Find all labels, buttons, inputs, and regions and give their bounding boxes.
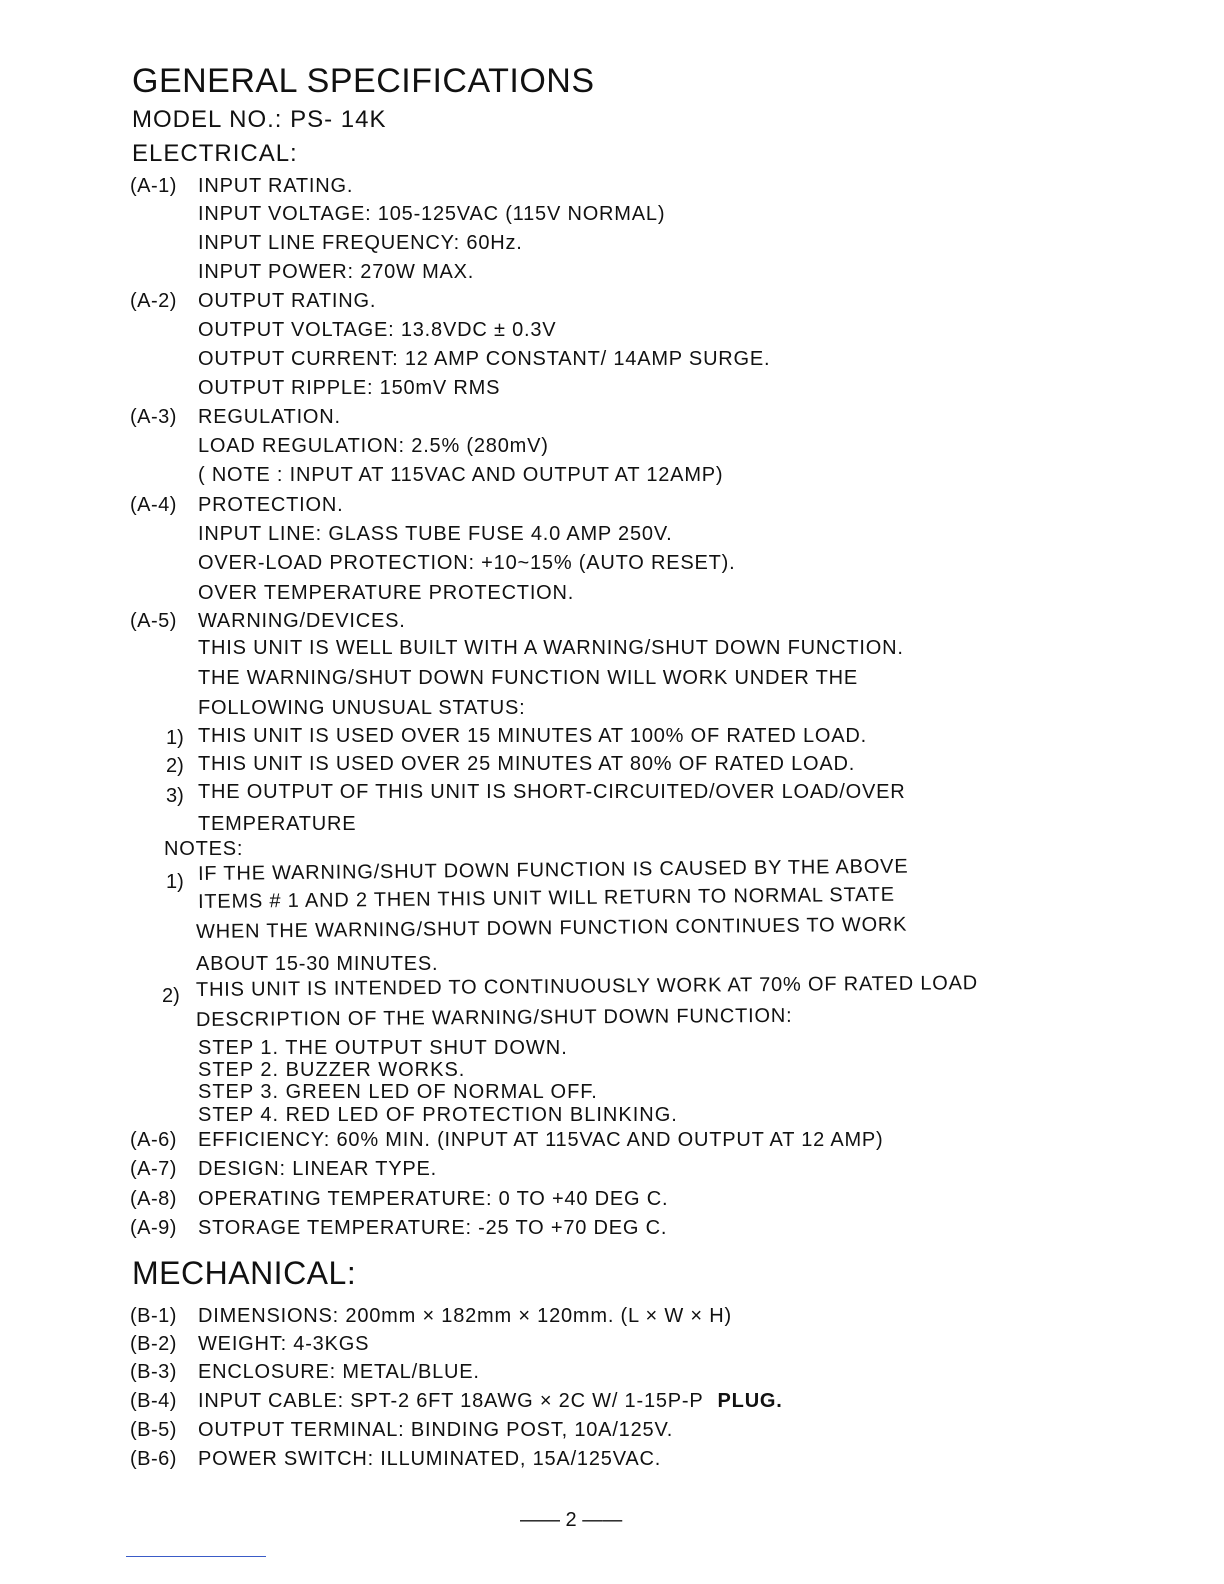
spec-line: INPUT VOLTAGE: 105-125VAC (115V NORMAL) (198, 203, 666, 225)
item-number: (B-2) (130, 1333, 177, 1355)
item-number: (B-5) (130, 1419, 177, 1441)
status-number: 1) (166, 727, 184, 749)
item-number: (A-2) (130, 290, 177, 312)
status-item: THIS UNIT IS USED OVER 15 MINUTES AT 100% OF RATED LOAD. (198, 725, 868, 747)
spec-line: THIS UNIT IS WELL BUILT WITH A WARNING/SHUT DOWN FUNCTION. (198, 637, 904, 659)
status-item: THE OUTPUT OF THIS UNIT IS SHORT-CIRCUITED/OVER LOAD/OVER (198, 781, 906, 803)
spec-line: EFFICIENCY: 60% MIN. (INPUT AT 115VAC AND OUTPUT AT 12 AMP) (198, 1129, 884, 1151)
mechanical-heading: MECHANICAL: (132, 1255, 357, 1291)
model-number: MODEL NO.: PS- 14K (132, 106, 387, 133)
spec-line: THE WARNING/SHUT DOWN FUNCTION WILL WORK UNDER THE (198, 667, 858, 689)
status-number: 2) (166, 755, 184, 777)
item-number: (A-8) (130, 1188, 177, 1210)
item-number: (A-5) (130, 610, 177, 632)
spec-line: LOAD REGULATION: 2.5% (280mV) (198, 435, 549, 457)
spec-text: INPUT CABLE: SPT-2 6FT 18AWG × 2C W/ 1-15P-P (198, 1390, 704, 1412)
spec-line: OVER-LOAD PROTECTION: +10~15% (AUTO RESET). (198, 552, 736, 574)
item-label: REGULATION. (198, 406, 341, 428)
page-title: GENERAL SPECIFICATIONS (132, 62, 595, 100)
item-label: PROTECTION. (198, 494, 344, 516)
scan-rule (126, 1556, 266, 1557)
step-line: STEP 4. RED LED OF PROTECTION BLINKING. (198, 1104, 678, 1126)
spec-line: OUTPUT CURRENT: 12 AMP CONSTANT/ 14AMP SURGE. (198, 348, 771, 370)
note-line: IF THE WARNING/SHUT DOWN FUNCTION IS CAUSED BY THE ABOVE (197, 855, 909, 885)
item-number: (A-6) (130, 1129, 177, 1151)
item-label: WARNING/DEVICES. (198, 610, 406, 632)
notes-heading: NOTES: (164, 838, 244, 860)
electrical-heading: ELECTRICAL: (132, 140, 298, 167)
status-number: 3) (166, 785, 184, 807)
item-number: (A-7) (130, 1158, 177, 1180)
item-number: (A-3) (130, 406, 177, 428)
note-number: 2) (162, 985, 180, 1007)
spec-line: OUTPUT VOLTAGE: 13.8VDC ± 0.3V (198, 319, 557, 341)
note-number: 1) (166, 871, 184, 893)
step-line: STEP 2. BUZZER WORKS. (198, 1059, 466, 1081)
item-number: (B-3) (130, 1361, 177, 1383)
spec-line: ENCLOSURE: METAL/BLUE. (198, 1361, 480, 1383)
spec-line: OVER TEMPERATURE PROTECTION. (198, 582, 575, 604)
step-line: STEP 3. GREEN LED OF NORMAL OFF. (198, 1081, 598, 1103)
note-line: DESCRIPTION OF THE WARNING/SHUT DOWN FUNCTION: (195, 1004, 793, 1031)
spec-line: WEIGHT: 4-3KGS (198, 1333, 370, 1355)
note-line: WHEN THE WARNING/SHUT DOWN FUNCTION CONTINUES TO WORK (195, 913, 908, 943)
spec-line: OUTPUT RIPPLE: 150mV RMS (198, 377, 501, 399)
step-line: STEP 1. THE OUTPUT SHUT DOWN. (198, 1037, 568, 1059)
spec-line: FOLLOWING UNUSUAL STATUS: (198, 697, 526, 719)
item-number: (A-4) (130, 494, 177, 516)
item-label: OUTPUT RATING. (198, 290, 377, 312)
spec-line: STORAGE TEMPERATURE: -25 TO +70 DEG C. (198, 1217, 668, 1239)
status-item-cont: TEMPERATURE (198, 813, 357, 835)
status-item: THIS UNIT IS USED OVER 25 MINUTES AT 80% OF RATED LOAD. (198, 753, 856, 775)
note-line: ITEMS # 1 AND 2 THEN THIS UNIT WILL RETURN TO NORMAL STATE (197, 883, 895, 913)
spec-line: INPUT LINE FREQUENCY: 60Hz. (198, 232, 523, 254)
spec-line: DESIGN: LINEAR TYPE. (198, 1158, 438, 1180)
spec-line: INPUT POWER: 270W MAX. (198, 261, 475, 283)
item-label: INPUT RATING. (198, 175, 354, 197)
spec-line: OPERATING TEMPERATURE: 0 TO +40 DEG C. (198, 1188, 669, 1210)
spec-line: OUTPUT TERMINAL: BINDING POST, 10A/125V. (198, 1419, 674, 1441)
spec-text-bold: PLUG. (717, 1390, 783, 1412)
item-number: (A-9) (130, 1217, 177, 1239)
item-number: (B-6) (130, 1448, 177, 1470)
spec-line: INPUT LINE: GLASS TUBE FUSE 4.0 AMP 250V. (198, 523, 673, 545)
note-line: ABOUT 15-30 MINUTES. (196, 953, 439, 975)
spec-line (198, 1389, 783, 1413)
item-number: (B-4) (130, 1390, 177, 1412)
item-number: (A-1) (130, 175, 177, 197)
spec-line: POWER SWITCH: ILLUMINATED, 15A/125VAC. (198, 1448, 662, 1470)
spec-note: ( NOTE : INPUT AT 115VAC AND OUTPUT AT 12AMP) (198, 464, 724, 486)
page-number: —— 2 —— (520, 1509, 623, 1531)
spec-line: DIMENSIONS: 200mm × 182mm × 120mm. (L × W × H) (198, 1305, 732, 1327)
item-number: (B-1) (130, 1305, 177, 1327)
note-line: THIS UNIT IS INTENDED TO CONTINUOUSLY WORK AT 70% OF RATED LOAD (195, 972, 979, 1001)
